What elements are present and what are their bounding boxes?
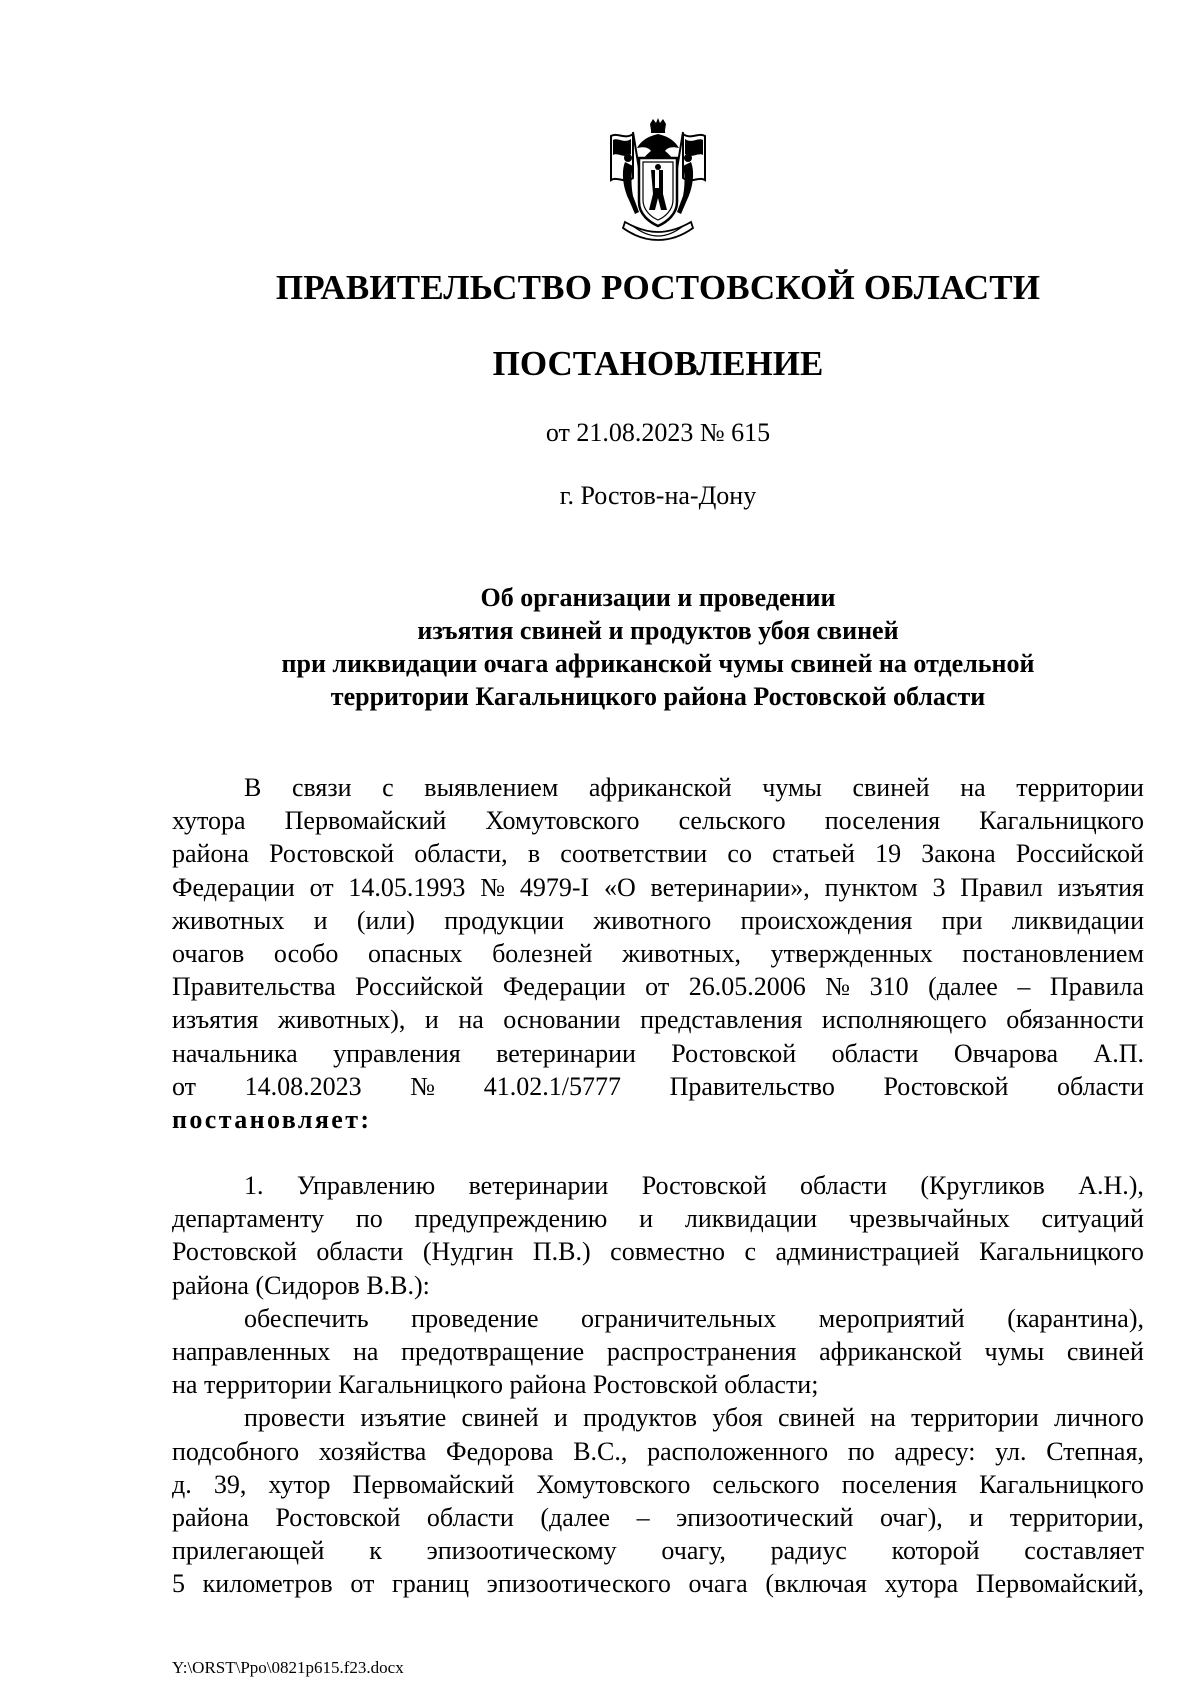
text-line: на территории Кагальницкого района Ростовской области; [172, 1370, 819, 1400]
word: Правила [1049, 972, 1144, 1002]
word: очагов [172, 938, 245, 968]
word: эпизоотического [486, 1569, 671, 1599]
word: очага [688, 1569, 748, 1599]
word: утвержденных [770, 938, 933, 968]
word: опасных [368, 938, 463, 968]
word: проведение [411, 1303, 539, 1333]
word: управления [333, 1038, 461, 1068]
text-line [172, 871, 1144, 904]
word: обязанности [1006, 1005, 1144, 1035]
word: связи [291, 773, 352, 802]
word: Первомайский [352, 1469, 515, 1499]
word: прилегающей [172, 1536, 325, 1566]
word: по [355, 1204, 383, 1234]
word: Кагальницкого [979, 806, 1144, 836]
word: (включая [765, 1569, 867, 1599]
word: расположенного [647, 1436, 829, 1466]
word: В.С., [573, 1436, 628, 1466]
word: Российской [355, 972, 484, 1002]
word: с [382, 773, 394, 802]
word: района [172, 839, 249, 869]
word: очаг), [879, 1502, 943, 1532]
word: (далее [540, 1502, 611, 1532]
word: хутора [172, 806, 246, 836]
word: Кагальницкого [979, 1237, 1144, 1267]
word: в [527, 839, 541, 869]
word: свиней [852, 773, 930, 802]
subject-line: изъятия свиней и продуктов убоя свиней [417, 616, 899, 645]
text-line [172, 1401, 1144, 1434]
word: болезней [492, 938, 593, 968]
word: составляет [1024, 1536, 1144, 1566]
word: которой [891, 1536, 980, 1566]
word: от [350, 1569, 375, 1599]
word: и [553, 1403, 568, 1433]
word: от [172, 1071, 197, 1101]
item-1-subparagraph-a [172, 1302, 1144, 1402]
word: чумы [984, 1337, 1045, 1366]
word: выявлением [424, 773, 559, 802]
word: Правительства [172, 972, 336, 1002]
preamble-paragraph [172, 771, 1144, 1136]
word: статьей [772, 839, 855, 869]
word: африканской [588, 773, 732, 802]
word: обеспечить [244, 1303, 369, 1333]
text-line [172, 1003, 1144, 1036]
text-line [172, 1567, 1144, 1600]
document-body [172, 771, 1144, 1601]
text-line [172, 771, 1144, 804]
word: соответствии [560, 839, 708, 869]
text-line: района (Сидоров В.В.): [172, 1270, 430, 1300]
word: Ростовской [641, 1171, 767, 1201]
word: провести [244, 1403, 346, 1433]
word: к [369, 1536, 382, 1566]
word: африканской [819, 1337, 962, 1366]
word: ветеринарии», [650, 872, 810, 902]
word: 14.05.1993 [348, 872, 466, 902]
word: Хомутовского [536, 1469, 691, 1499]
word: животных), [277, 1005, 406, 1035]
word: поселения [824, 806, 941, 836]
word: области [426, 1502, 514, 1532]
document-date-number: от 21.08.2023 № 615 [545, 418, 771, 447]
word: – [1017, 972, 1031, 1002]
word: особо [273, 938, 339, 968]
word: (карантина), [1007, 1303, 1144, 1333]
word: департаменту [172, 1204, 325, 1234]
text-line [172, 837, 1144, 870]
word: на [352, 1337, 379, 1366]
word: и [313, 905, 328, 935]
word: убоя [712, 1403, 763, 1433]
word: поселения [841, 1469, 957, 1499]
word: Российской [1015, 839, 1144, 869]
word: Ростовской [172, 1237, 297, 1267]
word: Федерации [172, 872, 295, 902]
word: района [172, 1502, 249, 1532]
text-line [172, 1335, 1144, 1368]
word: от [645, 972, 670, 1002]
word: продуктов [583, 1403, 698, 1433]
word: границ [392, 1569, 469, 1599]
word: животного [593, 905, 712, 935]
word: А.Н.), [1078, 1171, 1144, 1201]
word: (Нудгин [422, 1237, 514, 1267]
word: 5 [172, 1569, 185, 1599]
word: Кагальницкого [979, 1469, 1144, 1499]
word: № [825, 972, 851, 1002]
word: д. [172, 1469, 192, 1499]
text-line [172, 904, 1144, 937]
text-line [172, 1435, 1144, 1468]
word: по [847, 1436, 875, 1466]
word: Степная, [1046, 1436, 1144, 1466]
word: начальника [172, 1038, 298, 1068]
word: № [480, 872, 506, 902]
word: Первомайский [284, 806, 447, 836]
word: с [744, 1237, 757, 1267]
word: (Кругликов [920, 1171, 1045, 1201]
word: основании [503, 1005, 621, 1035]
word: 26.05.2006 [688, 972, 806, 1002]
word: радиус [770, 1536, 847, 1566]
word: – [636, 1502, 650, 1532]
word: Ростовской [269, 839, 395, 869]
word: области, [414, 839, 508, 869]
word: Первомайский, [975, 1569, 1144, 1599]
word: и [424, 1005, 439, 1035]
file-path-footer: Y:\ORST\Ppo\0821p615.f23.docx [172, 1658, 404, 1677]
word: на [870, 1403, 896, 1433]
word: области [316, 1237, 404, 1267]
word: области [800, 1171, 887, 1201]
word: 41.02.1/5777 [483, 1071, 621, 1101]
word: 39, [213, 1469, 247, 1499]
word: Управлению [296, 1171, 436, 1201]
word: изъятие [360, 1403, 447, 1433]
word: территории, [1009, 1502, 1144, 1532]
text-line [172, 1070, 1144, 1103]
text-line [172, 804, 1144, 837]
word: ликвидации [684, 1204, 818, 1234]
word: Хомутовского [485, 806, 640, 836]
word: мероприятий [818, 1303, 965, 1333]
word: представления [640, 1005, 803, 1035]
word: личного [1054, 1403, 1144, 1433]
word: 310 [869, 972, 909, 1002]
word: 1. [244, 1171, 264, 1201]
word: на [960, 773, 986, 802]
word: В [244, 773, 262, 802]
text-line [172, 1037, 1144, 1070]
text-line [172, 1468, 1144, 1501]
text-line [172, 1302, 1144, 1335]
word: эпизоотическому [426, 1536, 617, 1566]
word: П.В.) [532, 1237, 591, 1267]
resolves-word: постановляет: [172, 1104, 372, 1134]
word: подсобного [172, 1436, 300, 1466]
word: изъятия [1057, 872, 1144, 902]
word: (или) [356, 905, 415, 935]
word: администрацией [775, 1237, 960, 1267]
word: Закона [921, 839, 996, 869]
word: области [1057, 1071, 1144, 1101]
word: чумы [762, 773, 822, 802]
text-line [172, 1202, 1144, 1235]
word: происхождения [740, 905, 913, 935]
word: свиней [461, 1403, 539, 1433]
word: Федерации [502, 972, 626, 1002]
word: при [941, 905, 983, 935]
word: ул. [995, 1436, 1027, 1466]
text-line [172, 1534, 1144, 1567]
word: Ростовской [883, 1071, 1009, 1101]
document-type: ПОСТАНОВЛЕНИЕ [492, 344, 824, 383]
text-line [172, 1169, 1144, 1202]
word: Ростовской [275, 1502, 401, 1532]
word: № [410, 1071, 436, 1101]
word: Правил [960, 872, 1043, 902]
word: Ростовской [671, 1038, 797, 1068]
word: постановлением [962, 938, 1144, 968]
word: хутор [268, 1469, 331, 1499]
item-1-subparagraph-b [172, 1401, 1144, 1600]
word: 19 [875, 839, 902, 869]
word: изъятия [172, 1005, 259, 1035]
word: предупреждению [414, 1204, 608, 1234]
document-subject [172, 581, 1144, 713]
subject-line: территории Кагальницкого района Ростовской области [330, 682, 986, 711]
word: Правительство [669, 1071, 835, 1101]
word: исполняющего [821, 1005, 987, 1035]
word: предотвращение [401, 1337, 585, 1366]
word: «О [603, 872, 636, 902]
word: ветеринарии [468, 1171, 609, 1201]
government-title: ПРАВИТЕЛЬСТВО РОСТОВСКОЙ ОБЛАСТИ [275, 268, 1041, 307]
document-city: г. Ростов-на-Дону [559, 481, 757, 510]
word: территории [1016, 773, 1144, 802]
word: животных, [622, 938, 741, 968]
word: ликвидации [1011, 905, 1144, 935]
subject-line: Об организации и проведении [480, 583, 836, 612]
word: территории [911, 1403, 1039, 1433]
word: продукции [444, 905, 565, 935]
word: пунктом [824, 872, 918, 902]
word: распространения [606, 1337, 797, 1366]
item-1-paragraph [172, 1169, 1144, 1302]
word: от [309, 872, 334, 902]
word: свиней [1066, 1337, 1144, 1366]
word: Овчарова [953, 1038, 1059, 1068]
word: адресу: [894, 1436, 976, 1466]
word: хозяйства [318, 1436, 427, 1466]
text-line [172, 1235, 1144, 1268]
word: ветеринарии [496, 1038, 636, 1068]
coat-of-arms-icon [603, 118, 713, 243]
word: Федорова [446, 1436, 554, 1466]
word: А.П. [1093, 1038, 1144, 1068]
word: очагу, [661, 1536, 726, 1566]
word: 4979-I [519, 872, 590, 902]
text-line [172, 937, 1144, 970]
word: сельского [712, 1469, 820, 1499]
word: ограничительных [581, 1303, 777, 1333]
word: животных [172, 905, 285, 935]
word: сельского [678, 806, 786, 836]
word: и [639, 1204, 654, 1234]
text-line [172, 1501, 1144, 1534]
word: 14.08.2023 [244, 1071, 362, 1101]
word: километров [202, 1569, 333, 1599]
word: со [727, 839, 752, 869]
word: на [458, 1005, 484, 1035]
word: (далее [928, 972, 998, 1002]
word: и [969, 1502, 984, 1532]
word: области [831, 1038, 919, 1068]
word: ситуаций [1041, 1204, 1144, 1234]
word: направленных [172, 1337, 331, 1366]
subject-line: при ликвидации очага африканской чумы свиней на отдельной [281, 649, 1035, 678]
word: хутора [884, 1569, 959, 1599]
word: совместно [610, 1237, 725, 1267]
word: 3 [932, 872, 946, 902]
word: эпизоотический [676, 1502, 854, 1532]
text-line [172, 970, 1144, 1003]
word: свиней [777, 1403, 856, 1433]
word: чрезвычайных [848, 1204, 1010, 1234]
